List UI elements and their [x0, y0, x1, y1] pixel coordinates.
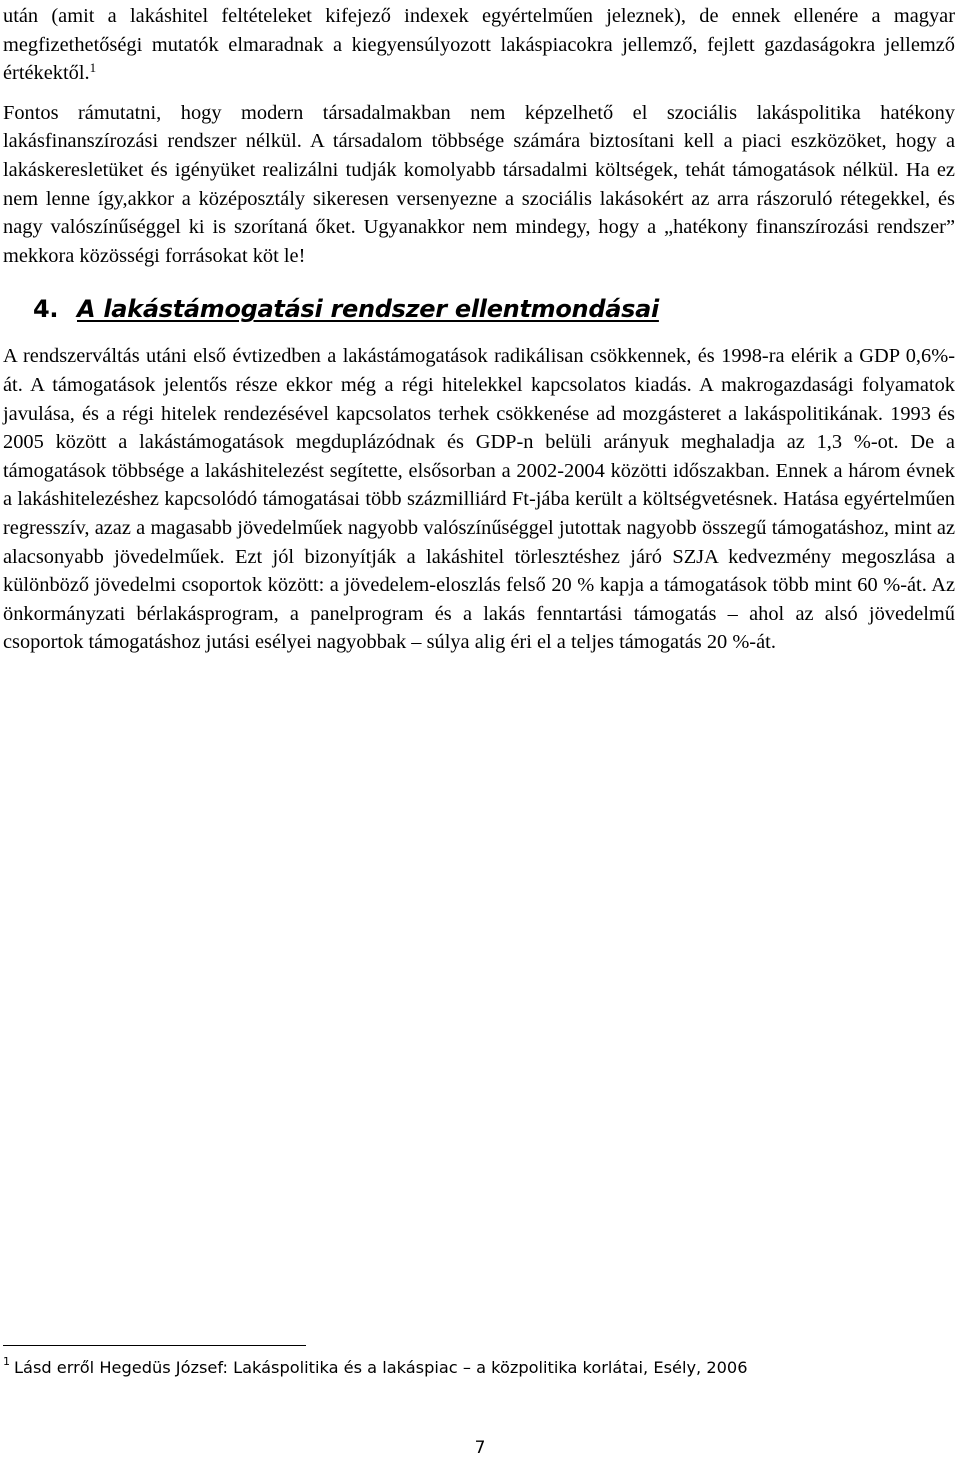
body-paragraph-2: Fontos rámutatni, hogy modern társadalmakban nem képzelhető el szociális lakáspolitika hatékony lakásfinanszírozási rendszer nélkül. A társadalom többsége számára biztosítani kell a piaci eszközöket, hogy a lakáskeresletüket és igényüket realizálni tudják komolyabb társadalmi költségek, tehát támogatások nélkül. Ha ez nem lenne így,akkor a középosztály sikeresen versenyezne a szociális lakásokért az arra rászoruló rétegekkel, és nagy valószínűséggel ki is szorítaná őket. Ugyanakkor nem mindegy, hogy a „hatékony finanszírozási rendszer” mekkora közösségi forrásokat köt le! — [3, 101, 955, 267]
section-heading — [33, 292, 955, 326]
footnote-separator — [3, 1345, 306, 1346]
body-paragraph-1 — [3, 0, 955, 88]
paragraph-1-text: után (amit a lakáshitel feltételeket kifejező indexek egyértelműen jeleznek), de ennek ellenére a magyar megfizethetőségi mutatók elmaradnak a kiegyensúlyozott lakáspiacokra jellemző, fejlett gazdaságokra jellemző értékektől. — [3, 5, 955, 85]
document-page — [3, 0, 955, 657]
footnote-marker: 1 — [3, 1355, 10, 1368]
section-number: 4. — [33, 295, 59, 324]
body-paragraph-3: A rendszerváltás utáni első évtizedben a lakástámogatások radikálisan csökkennek, és 1998-ra elérik a GDP 0,6%-át. A támogatások jelentős része ekkor még a régi hitelekkel kapcsolatos kiadás. A makrogazdasági folyamatok javulása, és a régi hitelek rendezésével kapcsolatos terhek csökkenése ad mozgásteret a lakáspolitikának. 1993 és 2005 között a lakástámogatások megduplázódnak és GDP-n belüli arányuk meghaladja az 1,3 %-ot. De a támogatások többsége a lakáshitelezést segítette, elsősorban a 2002-2004 közötti időszakban. Ennek a három évnek a lakáshitelezéshez kapcsolódó támogatásai több százmilliárd Ft-jába került a költségvetésnek. Hatása egyértelműen regresszív, azaz a magasabb jövedelműek nagyobb valószínűséggel jutottak nagyobb összegű támogatáshoz, mint az alacsonyabb jövedelműek. Ezt jól bizonyítják a lakáshitel törlesztéshez járó SZJA kedvezmény megoszlása a különböző jövedelmi csoportok között: a jövedelem-eloszlás felső 20 % kapja a támogatások több mint 60 %-át. Az önkormányzati bérlakásprogram, a panelprogram és a lakás fenntartási támogatás – ahol az alsó jövedelmű csoportok támogatáshoz jutási esélyei nagyobbak – súlya alig éri el a teljes támogatás 20 %-át. — [3, 345, 955, 654]
section-title: A lakástámogatási rendszer ellentmondásai — [77, 295, 659, 324]
page-number: 7 — [474, 1438, 486, 1458]
footnote-reference[interactable]: 1 — [89, 60, 97, 76]
footnote-text: Lásd erről Hegedüs József: Lakáspolitika és a lakáspiac – a közpolitika korlátai, Esély, 2006 — [14, 1358, 748, 1377]
footnote — [3, 1357, 748, 1379]
